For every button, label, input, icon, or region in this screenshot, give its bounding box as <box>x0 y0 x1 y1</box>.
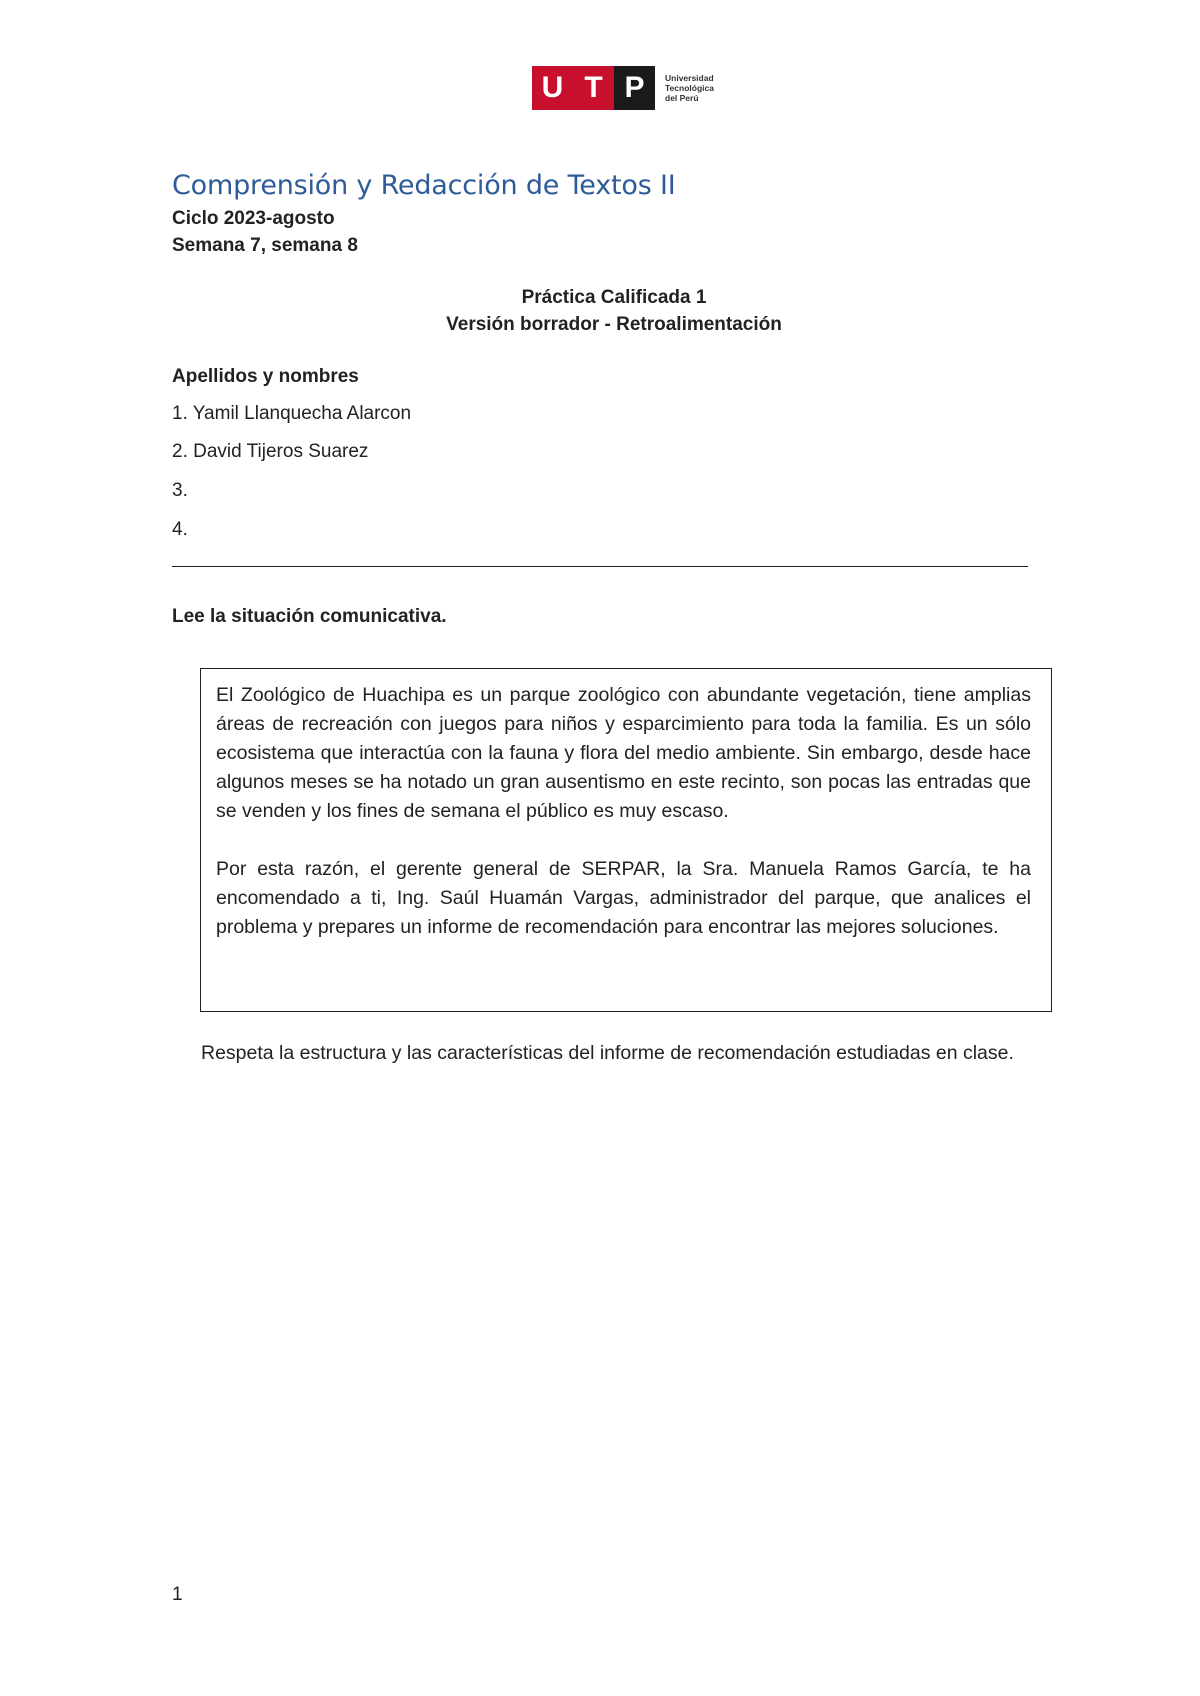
member-item-4: 4. <box>172 519 188 540</box>
logo-text-line-3: del Perú <box>665 93 699 103</box>
utp-logo <box>532 66 731 110</box>
member-item-2: 2. David Tijeros Suarez <box>172 441 369 462</box>
members-label: Apellidos y nombres <box>172 366 359 387</box>
situation-heading: Lee la situación comunicativa. <box>172 606 447 627</box>
situation-paragraph-1: El Zoológico de Huachipa es un parque zoológico con abundante vegetación, tiene amplias áreas de recreación con juegos para niños y esparcimiento para toda la familia. Es un sólo ecosistema que interactúa con la fauna y flora del medio ambiente. Sin embargo, desde hace algunos meses se ha notado un gran ausentismo en este recinto, son pocas las entradas que se venden y los fines de semana el público es muy escaso. <box>216 684 1031 822</box>
logo-text-line-2: Tecnológica <box>665 83 714 93</box>
page-number: 1 <box>172 1584 183 1605</box>
member-item-3: 3. <box>172 480 188 501</box>
logo-university-name <box>665 73 731 103</box>
cycle-label: Ciclo 2023-agosto <box>172 208 335 229</box>
logo-letter-p: P <box>614 66 655 110</box>
practice-title: Práctica Calificada 1 <box>521 287 707 308</box>
weeks-label: Semana 7, semana 8 <box>172 235 358 256</box>
situation-paragraph-2: Por esta razón, el gerente general de SERPAR, la Sra. Manuela Ramos García, te ha encomendado a ti, Ing. Saúl Huamán Vargas, administrador del parque, que analices el problema y prepares un informe de recomendación para encontrar las mejores soluciones. <box>216 858 1031 938</box>
logo-text-line-1: Universidad <box>665 73 714 83</box>
practice-subtitle: Versión borrador - Retroalimentación <box>446 314 782 335</box>
member-item-1: 1. Yamil Llanquecha Alarcon <box>172 403 412 424</box>
logo-letter-t: T <box>573 66 614 110</box>
logo-letter-u: U <box>532 66 573 110</box>
instruction-text: Respeta la estructura y las características del informe de recomendación estudiadas en clase. <box>201 1042 1014 1064</box>
situation-box <box>200 668 1052 1012</box>
course-title: Comprensión y Redacción de Textos II <box>172 170 676 201</box>
separator-line <box>172 566 1028 567</box>
